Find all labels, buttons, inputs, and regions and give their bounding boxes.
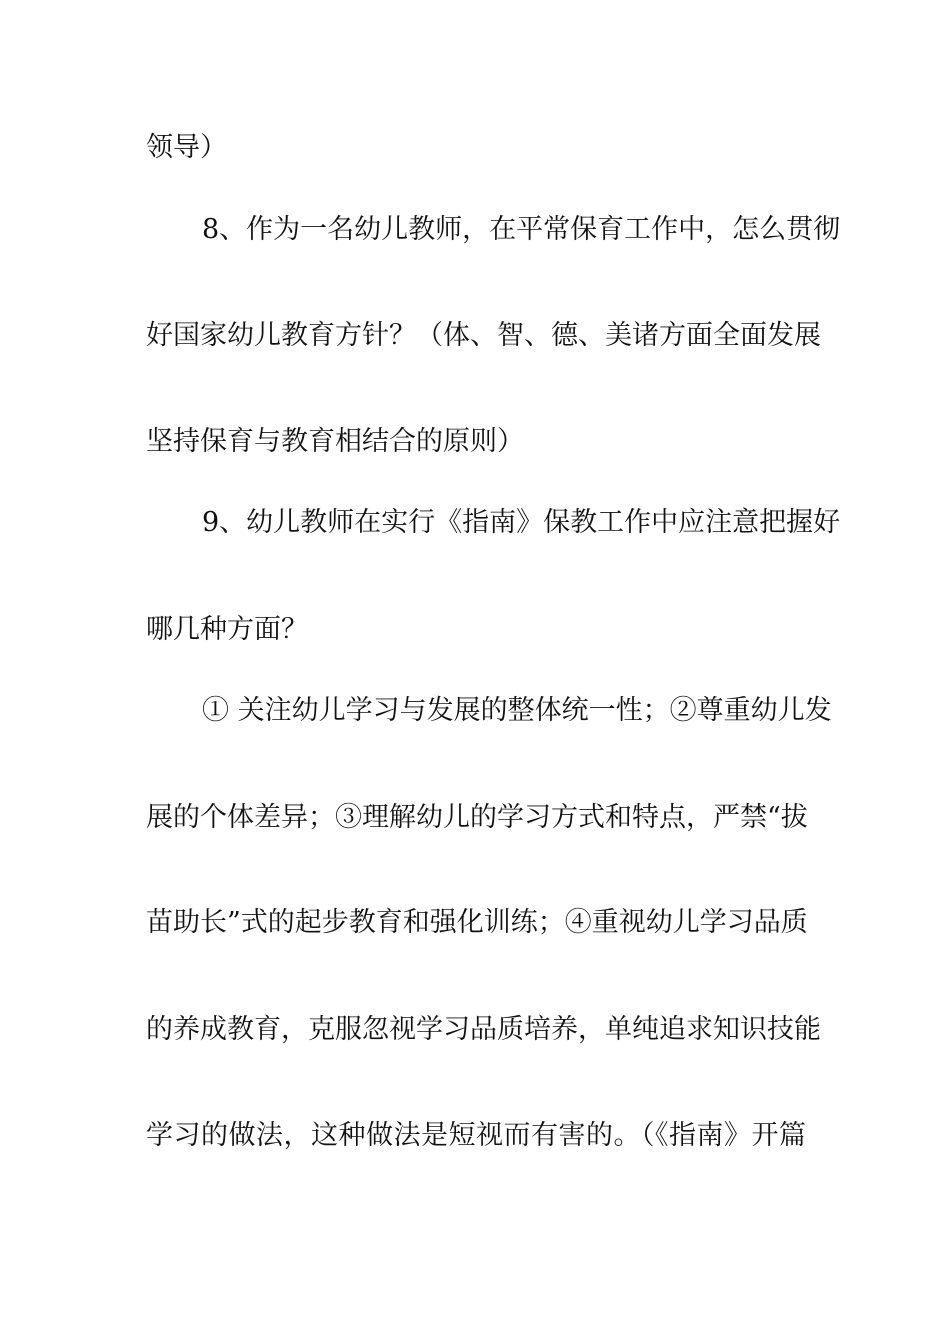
- answer-line-2: 展的个体差异；③理解幼儿的学习方式和特点，严禁“拔: [146, 802, 808, 833]
- answer-line-4: 的养成教育，克服忽视学习品质培养，单纯追求知识技能: [146, 1014, 821, 1045]
- answer-line-5: 学习的做法，这种做法是短视而有害的。（《指南》开篇: [146, 1120, 806, 1151]
- question-9-line-2: 哪几种方面？: [146, 614, 308, 645]
- question-8-line-2: 好国家幼儿教育方针？（体、智、德、美诸方面全面发展: [146, 320, 821, 351]
- text-line-1: 领导）: [146, 132, 227, 163]
- answer-line-1: ① 关注幼儿学习与发展的整体统一性；②尊重幼儿发: [202, 695, 832, 726]
- question-8-line-3: 坚持保育与教育相结合的原则）: [146, 426, 524, 457]
- question-9-line-1: 9、幼儿教师在实行《指南》保教工作中应注意把握好: [202, 507, 841, 538]
- question-8-line-1: 8、作为一名幼儿教师，在平常保育工作中，怎么贯彻: [202, 214, 841, 245]
- answer-line-3: 苗助长”式的起步教育和强化训练；④重视幼儿学习品质: [146, 907, 808, 938]
